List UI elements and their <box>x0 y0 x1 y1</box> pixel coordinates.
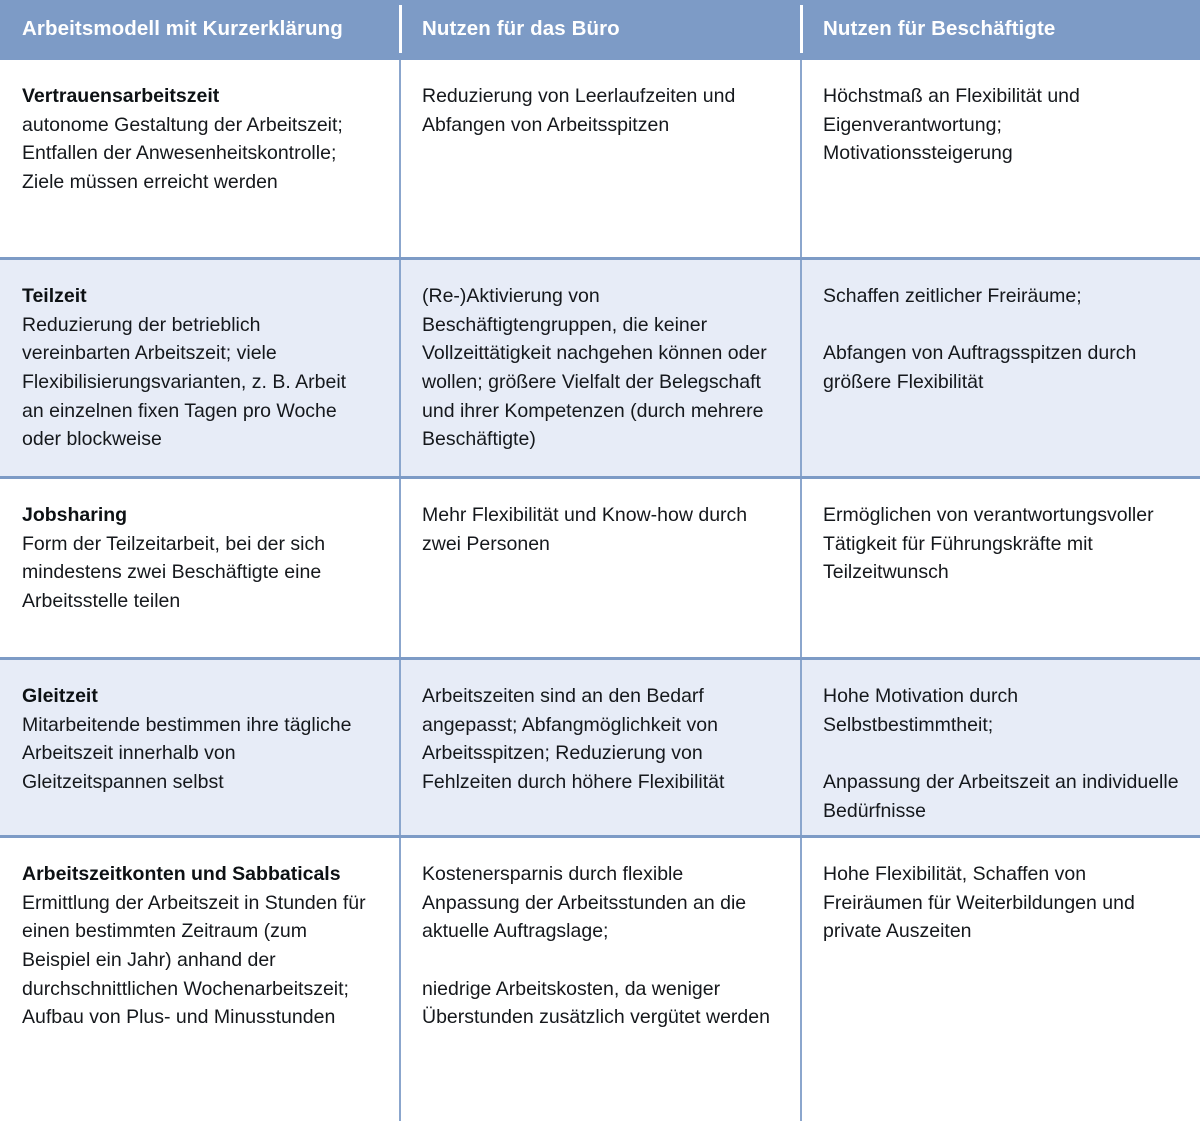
model-title: Jobsharing <box>22 504 128 526</box>
table-header-row <box>0 0 1200 57</box>
column-header-nutzen-buero: Nutzen für das Büro <box>399 17 800 41</box>
table-row <box>0 835 1200 1121</box>
model-description: Ermittlung der Arbeitszeit in Stunden für einen bestimmten Zeitraum (zum Beispiel ein Jahr) anhand der durchschnittlichen Wochenarbeitszeit; Aufbau von Plus- und Minusstunden <box>22 891 366 1029</box>
model-title: Teilzeit <box>22 285 87 307</box>
model-title: Gleitzeit <box>22 685 98 707</box>
table-row <box>0 657 1200 835</box>
cell-arbeitsmodell <box>0 260 399 476</box>
benefit-paragraph: Reduzierung von Leerlaufzeiten und Abfangen von Arbeitsspitzen <box>422 85 736 136</box>
cell-nutzen-buero <box>399 260 800 476</box>
cell-arbeitsmodell <box>0 838 399 1121</box>
benefit-paragraph: Abfangen von Auftragsspitzen durch größere Flexibilität <box>823 342 1137 393</box>
benefit-paragraph: Ermöglichen von verantwortungsvoller Tätigkeit für Führungskräfte mit Teilzeitwunsch <box>823 504 1154 584</box>
table-row <box>0 476 1200 657</box>
cell-nutzen-beschaeftigte <box>800 260 1200 476</box>
benefit-paragraph: (Re-)Aktivierung von Beschäftigtengruppen, die keiner Vollzeittätigkeit nachgehen können oder wollen; größere Vielfalt der Belegschaft und ihrer Kompetenzen (durch mehrere Beschäftigte) <box>422 285 767 451</box>
model-description: Reduzierung der betrieblich vereinbarten Arbeitszeit; viele Flexibilisierungsvarianten, z. B. Arbeit an einzelnen fixen Tagen pro Woche oder blockweise <box>22 313 347 451</box>
benefit-paragraph: Höchstmaß an Flexibilität und Eigenverantwortung; Motivationssteigerung <box>823 85 1080 165</box>
model-description: Form der Teilzeitarbeit, bei der sich mindestens zwei Beschäftigte eine Arbeitsstelle teilen <box>22 532 326 612</box>
cell-nutzen-buero <box>399 60 800 257</box>
cell-nutzen-beschaeftigte <box>800 60 1200 257</box>
benefit-paragraph: Hohe Flexibilität, Schaffen von Freiräumen für Weiterbildungen und private Auszeiten <box>823 863 1135 943</box>
benefit-paragraph: niedrige Arbeitskosten, da weniger Überstunden zusätzlich vergütet werden <box>422 977 770 1029</box>
benefit-paragraph: Kostenersparnis durch flexible Anpassung der Arbeitsstunden an die aktuelle Auftragslage; <box>422 863 747 943</box>
cell-nutzen-buero <box>399 660 800 835</box>
cell-nutzen-beschaeftigte <box>800 838 1200 1121</box>
model-description: Mitarbeitende bestimmen ihre tägliche Arbeitszeit innerhalb von Gleitzeitspannen selbst <box>22 713 352 793</box>
benefit-paragraph: Hohe Motivation durch Selbstbestimmtheit; <box>823 685 1019 736</box>
benefit-paragraph: Schaffen zeitlicher Freiräume; <box>823 285 1082 307</box>
benefit-paragraph: Arbeitszeiten sind an den Bedarf angepasst; Abfangmöglichkeit von Arbeitsspitzen; Reduzierung von Fehlzeiten durch höhere Flexibilität <box>422 685 725 793</box>
cell-nutzen-buero <box>399 838 800 1121</box>
benefit-paragraph: Mehr Flexibilität und Know-how durch zwei Personen <box>422 504 748 555</box>
cell-nutzen-buero <box>399 479 800 657</box>
cell-nutzen-beschaeftigte <box>800 479 1200 657</box>
table-row <box>0 57 1200 257</box>
table-body <box>0 57 1200 1124</box>
benefit-paragraph: Anpassung der Arbeitszeit an individuelle Bedürfnisse <box>823 770 1179 822</box>
table-row <box>0 257 1200 476</box>
model-title: Arbeitszeitkonten und Sabbaticals <box>22 863 341 885</box>
cell-arbeitsmodell <box>0 60 399 257</box>
model-title: Vertrauensarbeitszeit <box>22 85 220 107</box>
cell-arbeitsmodell <box>0 660 399 835</box>
model-description: autonome Gestaltung der Arbeitszeit; Entfallen der Anwesenheitskontrolle; Ziele müssen erreicht werden <box>22 113 343 193</box>
cell-arbeitsmodell <box>0 479 399 657</box>
cell-nutzen-beschaeftigte <box>800 660 1200 835</box>
column-header-arbeitsmodell: Arbeitsmodell mit Kurzerklärung <box>22 16 343 40</box>
column-header-nutzen-beschaeftigte: Nutzen für Beschäftigte <box>800 17 1200 41</box>
